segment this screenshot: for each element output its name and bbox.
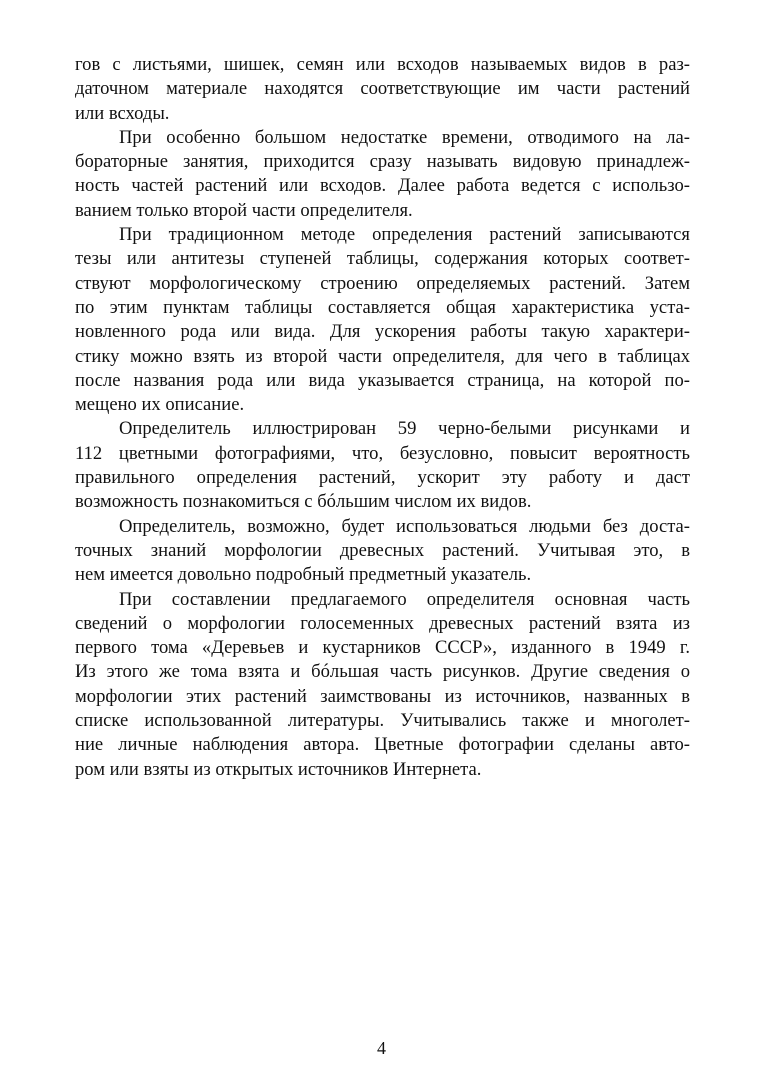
- body-text: [75, 53, 690, 782]
- text-line: после названия рода или вида указывается страница, на которой по-: [75, 369, 690, 391]
- text-line: точных знаний морфологии древесных растений. Учитывая это, в: [75, 539, 690, 561]
- text-line: списке использованной литературы. Учитывались также и многолет-: [75, 710, 690, 732]
- text-line: правильного определения растений, ускорит эту работу и даст: [75, 467, 690, 489]
- text-line: При особенно большом недостатке времени, отводимого на ла-: [119, 126, 690, 148]
- paragraph: [75, 53, 690, 126]
- text-line: сведений о морфологии голосеменных древесных растений взята из: [75, 612, 690, 634]
- paragraph: [75, 126, 690, 223]
- text-line: ние личные наблюдения автора. Цветные фотографии сделаны авто-: [75, 734, 690, 756]
- text-line: мещено их описание.: [75, 394, 245, 416]
- text-line: возможность познакомиться с бóльшим числом их видов.: [75, 491, 532, 513]
- text-line: ность частей растений или всходов. Далее работа ведется с использо-: [75, 175, 690, 197]
- paragraph: [75, 588, 690, 782]
- text-line: При традиционном методе определения растений записываются: [119, 224, 690, 246]
- text-line: нем имеется довольно подробный предметный указатель.: [75, 564, 532, 586]
- text-line: по этим пунктам таблицы составляется общая характеристика уста-: [75, 296, 690, 318]
- text-line: ром или взяты из открытых источников Интернета.: [75, 758, 482, 780]
- text-line: ванием только второй части определителя.: [75, 199, 413, 221]
- text-line: При составлении предлагаемого определителя основная часть: [119, 588, 690, 610]
- text-line: бораторные занятия, приходится сразу называть видовую принадлеж-: [75, 151, 690, 173]
- text-line: или всходы.: [75, 102, 170, 124]
- text-line: ствуют морфологическому строению определяемых растений. Затем: [75, 272, 690, 294]
- text-line: стику можно взять из второй части определителя, для чего в таблицах: [75, 345, 690, 367]
- text-line: 112 цветными фотографиями, что, безусловно, повысит вероятность: [75, 442, 690, 464]
- text-line: Определитель иллюстрирован 59 черно-белыми рисунками и: [119, 418, 690, 440]
- paragraph: [75, 417, 690, 514]
- text-line: даточном материале находятся соответствующие им части растений: [75, 78, 690, 100]
- text-line: первого тома «Деревьев и кустарников СССР», изданного в 1949 г.: [75, 637, 690, 659]
- text-line: тезы или антитезы ступеней таблицы, содержания которых соответ-: [75, 248, 690, 270]
- text-line: Определитель, возможно, будет использоваться людьми без доста-: [119, 515, 690, 537]
- paragraph: [75, 223, 690, 417]
- text-line: Из этого же тома взята и бóльшая часть рисунков. Другие сведения о: [75, 661, 690, 683]
- text-line: морфологии этих растений заимствованы из источников, названных в: [75, 685, 690, 707]
- text-line: новленного рода или вида. Для ускорения работы такую характери-: [75, 321, 690, 343]
- paragraph: [75, 515, 690, 588]
- text-line: гов с листьями, шишек, семян или всходов называемых видов в раз-: [75, 54, 690, 75]
- page-number: 4: [377, 1038, 386, 1058]
